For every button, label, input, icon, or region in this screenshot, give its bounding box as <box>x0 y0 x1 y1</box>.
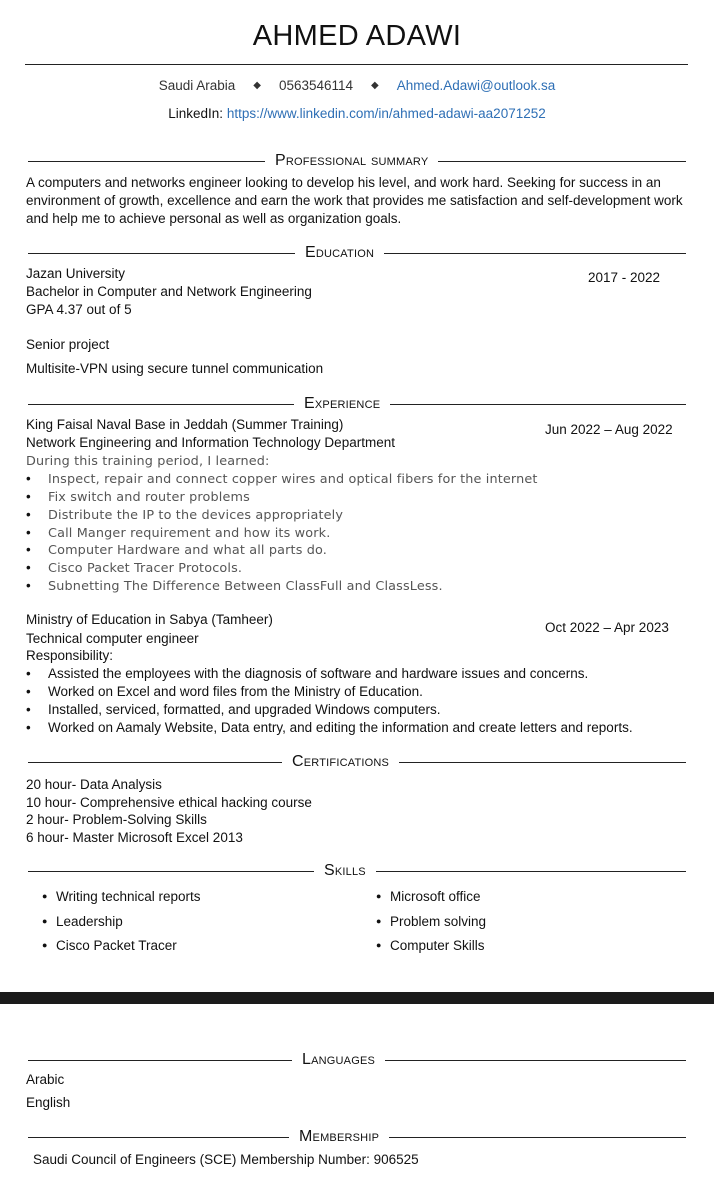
section-rule <box>28 1060 292 1061</box>
linkedin-link[interactable]: https://www.linkedin.com/in/ahmed-adawi-aa2071252 <box>226 106 546 121</box>
list-item: • Worked on Excel and word files from the Ministry of Education. <box>26 684 423 699</box>
list-item-text: Subnetting The Difference Between ClassFull and ClassLess. <box>48 579 443 594</box>
experience-dates: Jun 2022 – Aug 2022 <box>545 422 673 437</box>
skill-item: ● Microsoft office <box>376 889 481 904</box>
senior-project-label: Senior project <box>26 337 110 352</box>
resume-name: AHMED ADAWI <box>252 20 462 52</box>
list-item-text: Worked on Excel and word files from the Ministry of Education. <box>48 684 423 699</box>
education-degree: Bachelor in Computer and Network Engineering <box>26 284 312 299</box>
section-rule <box>28 404 294 405</box>
list-item-text: Installed, serviced, formatted, and upgraded Windows computers. <box>48 702 441 717</box>
list-item: • Worked on Aamaly Website, Data entry, and editing the information and create letters and reports. <box>26 720 633 735</box>
section-title: Languages <box>302 1051 376 1068</box>
list-item-text: Call Manger requirement and how its work. <box>48 526 331 541</box>
contact-phone: 0563546114 <box>278 78 354 93</box>
list-item: • Installed, serviced, formatted, and upgraded Windows computers. <box>26 702 441 717</box>
experience-intro: During this training period, I learned: <box>26 454 270 469</box>
certification-item: 20 hour- Data Analysis <box>26 777 162 792</box>
section-rule <box>28 161 265 162</box>
section-title: Certifications <box>292 753 390 770</box>
senior-project: Multisite-VPN using secure tunnel communication <box>26 361 324 376</box>
list-item: • Distribute the IP to the devices appropriately <box>26 507 344 523</box>
education-university: Jazan University <box>26 266 126 281</box>
section-rule <box>385 1060 686 1061</box>
experience-title: Ministry of Education in Sabya (Tamheer) <box>26 612 273 627</box>
diamond-separator-icon: ◆ <box>253 80 261 91</box>
membership-text: Saudi Council of Engineers (SCE) Membership Number: 906525 <box>33 1152 419 1167</box>
header-divider <box>25 64 688 65</box>
list-item-text: Inspect, repair and connect copper wires and optical fibers for the internet <box>48 472 538 487</box>
section-header-skills <box>28 862 686 880</box>
list-item-text: Cisco Packet Tracer Protocols. <box>48 561 243 576</box>
linkedin-line <box>0 106 714 121</box>
list-item: • Subnetting The Difference Between ClassFull and ClassLess. <box>26 578 443 594</box>
section-rule <box>399 762 686 763</box>
contact-email-link[interactable]: Ahmed.Adawi@outlook.sa <box>396 78 556 93</box>
section-rule <box>28 1137 289 1138</box>
list-item: • Assisted the employees with the diagnosis of software and hardware issues and concerns. <box>26 666 589 681</box>
experience-title: King Faisal Naval Base in Jeddah (Summer Training) <box>26 417 344 432</box>
list-item: • Cisco Packet Tracer Protocols. <box>26 560 243 576</box>
certification-item: 10 hour- Comprehensive ethical hacking course <box>26 795 312 810</box>
section-rule <box>28 871 314 872</box>
linkedin-label: LinkedIn: <box>168 106 224 121</box>
experience-dates: Oct 2022 – Apr 2023 <box>545 620 669 635</box>
section-header-certifications <box>28 753 686 771</box>
list-item-text: Computer Hardware and what all parts do. <box>48 543 327 558</box>
summary-text: A computers and networks engineer looking to develop his level, and work hard. Seeking for success in an environment of growth, excellence and earn the work that provides me satisfaction and self-development work and help me to achieve personal as well as organization goals. <box>26 175 683 226</box>
skill-item: ● Cisco Packet Tracer <box>42 938 177 953</box>
section-title: Education <box>305 244 375 261</box>
section-rule <box>389 1137 686 1138</box>
section-title: Membership <box>299 1128 380 1145</box>
certification-item: 6 hour- Master Microsoft Excel 2013 <box>26 830 243 845</box>
language-item: English <box>26 1095 71 1110</box>
section-rule <box>28 253 295 254</box>
experience-subtitle: Network Engineering and Information Technology Department <box>26 435 395 450</box>
section-rule <box>390 404 686 405</box>
section-rule <box>438 161 686 162</box>
section-header-education <box>28 244 686 262</box>
skill-item: ● Writing technical reports <box>42 889 201 904</box>
contact-country: Saudi Arabia <box>158 78 236 93</box>
section-header-membership <box>28 1128 686 1146</box>
skill-item: ● Problem solving <box>376 914 487 929</box>
page-break-bar <box>0 992 714 1004</box>
section-header-summary <box>28 152 686 170</box>
diamond-separator-icon: ◆ <box>371 80 379 91</box>
education-dates: 2017 - 2022 <box>588 270 661 285</box>
list-item-text: Assisted the employees with the diagnosis of software and hardware issues and concerns. <box>48 666 589 681</box>
section-title: Professional summary <box>275 152 429 169</box>
section-rule <box>376 871 686 872</box>
section-rule <box>28 762 282 763</box>
experience-intro: Responsibility: <box>26 648 114 663</box>
skill-item: ● Computer Skills <box>376 938 485 953</box>
list-item-text: Distribute the IP to the devices appropriately <box>48 508 344 523</box>
certification-item: 2 hour- Problem-Solving Skills <box>26 812 207 827</box>
contact-line <box>0 78 714 93</box>
language-item: Arabic <box>26 1072 65 1087</box>
list-item: • Call Manger requirement and how its work. <box>26 525 331 541</box>
section-header-languages <box>28 1051 686 1069</box>
experience-subtitle: Technical computer engineer <box>26 631 199 646</box>
list-item-text: Fix switch and router problems <box>48 490 250 505</box>
list-item-text: Worked on Aamaly Website, Data entry, and editing the information and create letters and reports. <box>48 720 633 735</box>
section-title: Skills <box>324 862 366 879</box>
section-header-experience <box>28 395 686 413</box>
list-item: • Computer Hardware and what all parts do. <box>26 542 327 558</box>
list-item: • Inspect, repair and connect copper wires and optical fibers for the internet <box>26 471 538 487</box>
section-rule <box>384 253 686 254</box>
education-gpa: GPA 4.37 out of 5 <box>26 302 132 317</box>
section-title: Experience <box>304 395 381 412</box>
skill-item: ● Leadership <box>42 914 123 929</box>
list-item: • Fix switch and router problems <box>26 489 250 505</box>
